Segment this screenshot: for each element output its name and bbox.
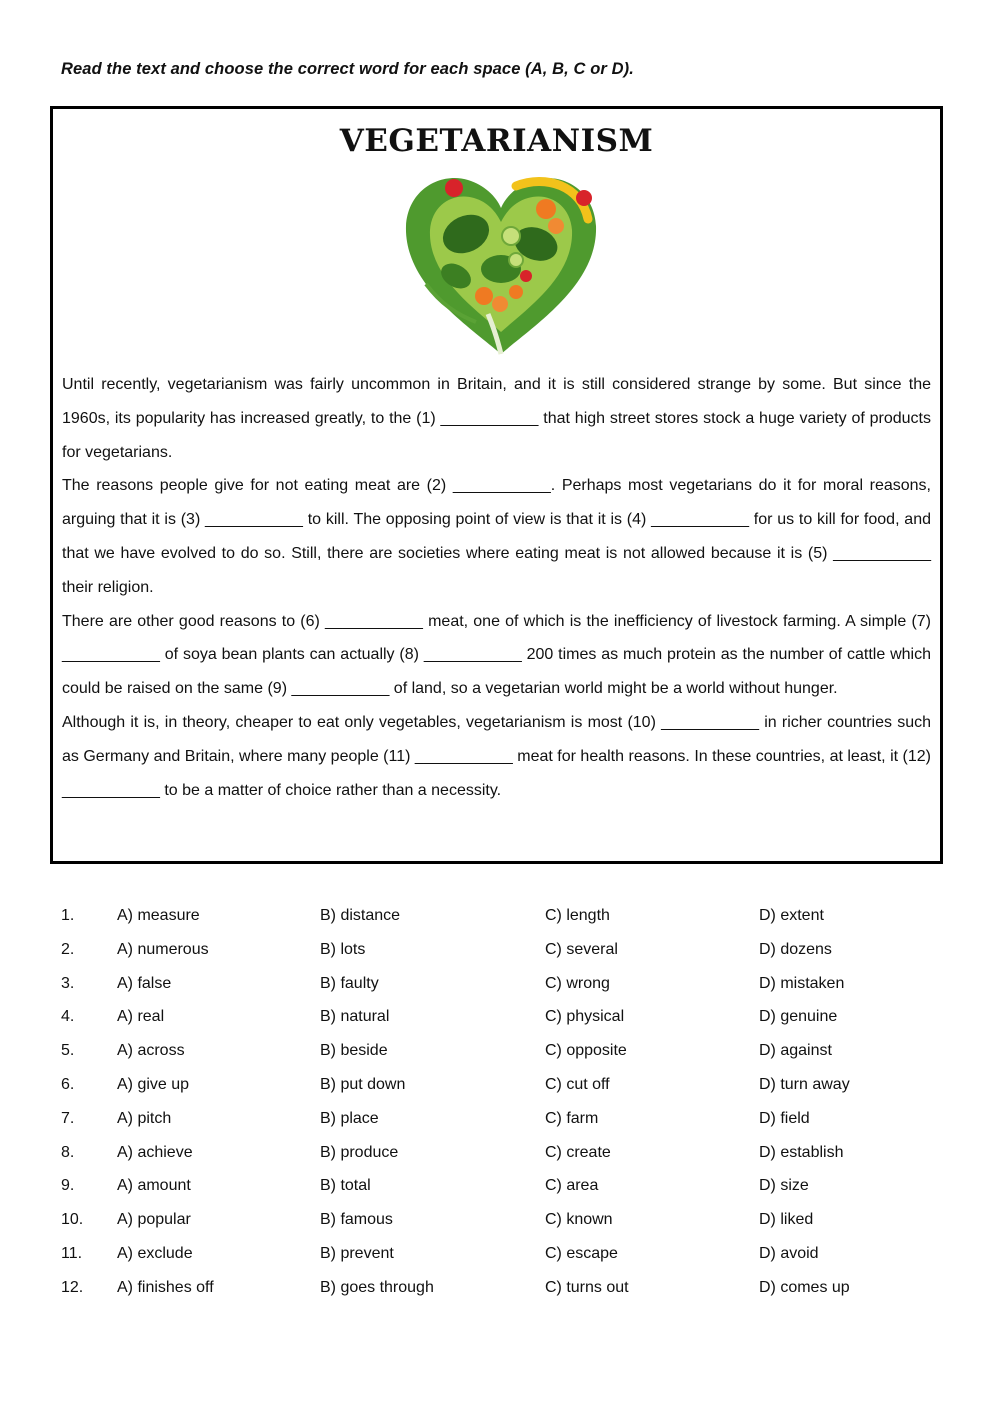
paragraph-1: Until recently, vegetarianism was fairly uncommon in Britain, and it is still considered strange by some. But since the 1960s, its popularity has increased greatly, to the (1) ___________ that high street stores stock a huge variety of products for vegetarians.: [62, 376, 931, 461]
vegetable-heart-image: [396, 164, 606, 364]
question-number: 10.: [61, 1211, 84, 1229]
option-a[interactable]: A) measure: [117, 907, 200, 924]
question-number: 1.: [61, 907, 75, 924]
option-c[interactable]: C) physical: [545, 1008, 625, 1026]
instruction: Read the text and choose the correct word for each space (A, B, C or D).: [61, 60, 634, 78]
option-b[interactable]: B) distance: [320, 907, 401, 924]
option-row-9: [61, 1171, 961, 1205]
option-b[interactable]: B) famous: [320, 1211, 393, 1229]
option-row-4: [61, 1002, 961, 1036]
option-a[interactable]: A) pitch: [117, 1109, 172, 1127]
option-c[interactable]: C) cut off: [545, 1075, 610, 1093]
option-b[interactable]: B) goes through: [320, 1278, 434, 1296]
option-a[interactable]: A) give up: [117, 1075, 190, 1093]
answer-options: [61, 901, 961, 1307]
option-row-6: [61, 1070, 961, 1104]
question-number: 11.: [61, 1244, 83, 1262]
question-number: 12.: [61, 1278, 84, 1296]
option-a[interactable]: A) exclude: [117, 1244, 193, 1262]
option-c[interactable]: C) wrong: [545, 974, 610, 992]
option-d[interactable]: D) comes up: [759, 1278, 850, 1296]
option-c[interactable]: C) farm: [545, 1109, 599, 1127]
option-c[interactable]: C) length: [545, 907, 610, 924]
question-number: 7.: [61, 1109, 75, 1127]
question-number: 6.: [61, 1075, 75, 1093]
option-b[interactable]: B) faulty: [320, 974, 379, 992]
question-number: 8.: [61, 1143, 75, 1161]
option-b[interactable]: B) natural: [320, 1008, 390, 1026]
option-d[interactable]: D) avoid: [759, 1244, 819, 1262]
option-row-2: [61, 935, 961, 969]
reading-passage: [62, 368, 931, 807]
question-number: 3.: [61, 974, 75, 992]
option-row-3: [61, 969, 961, 1003]
option-d[interactable]: D) establish: [759, 1143, 844, 1161]
option-b[interactable]: B) prevent: [320, 1244, 394, 1262]
option-a[interactable]: A) across: [117, 1042, 185, 1060]
option-c[interactable]: C) opposite: [545, 1042, 627, 1060]
option-b[interactable]: B) place: [320, 1109, 379, 1127]
option-a[interactable]: A) amount: [117, 1177, 191, 1195]
option-d[interactable]: D) field: [759, 1109, 810, 1127]
option-b[interactable]: B) beside: [320, 1042, 388, 1060]
option-b[interactable]: B) put down: [320, 1075, 406, 1093]
option-row-7: [61, 1104, 961, 1138]
option-c[interactable]: C) known: [545, 1211, 613, 1229]
option-b[interactable]: B) produce: [320, 1143, 399, 1161]
option-d[interactable]: D) against: [759, 1042, 832, 1060]
option-d[interactable]: D) size: [759, 1177, 809, 1195]
paragraph-2: The reasons people give for not eating meat are (2) ___________. Perhaps most vegetarians do it for moral reasons, arguing that it is (3) ___________ to kill. The opposing point of view is that it is (4) ___________ for us to kill for food, and that we have evolved to do so. Still, there are societies where eating meat is not allowed because it is (5) ___________ their religion.: [62, 477, 931, 596]
option-c[interactable]: C) escape: [545, 1244, 618, 1262]
option-d[interactable]: D) mistaken: [759, 974, 845, 992]
option-a[interactable]: A) popular: [117, 1211, 191, 1229]
option-row-11: [61, 1239, 961, 1273]
option-c[interactable]: C) create: [545, 1143, 611, 1161]
option-a[interactable]: A) real: [117, 1008, 165, 1026]
option-b[interactable]: B) lots: [320, 940, 366, 958]
option-a[interactable]: A) finishes off: [117, 1278, 214, 1296]
option-row-10: [61, 1205, 961, 1239]
option-d[interactable]: D) extent: [759, 907, 824, 924]
option-a[interactable]: A) false: [117, 974, 172, 992]
option-d[interactable]: D) dozens: [759, 940, 832, 958]
option-row-8: [61, 1138, 961, 1172]
option-d[interactable]: D) liked: [759, 1211, 814, 1229]
option-c[interactable]: C) turns out: [545, 1278, 629, 1296]
page-title: VEGETARIANISM: [339, 123, 654, 159]
question-number: 2.: [61, 940, 75, 958]
option-a[interactable]: A) numerous: [117, 940, 209, 958]
question-number: 4.: [61, 1008, 75, 1026]
option-row-1: [61, 901, 961, 935]
question-number: 9.: [61, 1177, 75, 1195]
paragraph-3: There are other good reasons to (6) ___________ meat, one of which is the inefficiency of livestock farming. A simple (7) ___________ of soya bean plants can actually (8) ___________ 200 times as much protein as the number of cattle which could be raised on the same (9) ___________ of land, so a vegetarian world might be a world without hunger.: [62, 612, 931, 698]
option-b[interactable]: B) total: [320, 1177, 371, 1195]
option-d[interactable]: D) turn away: [759, 1075, 850, 1093]
option-d[interactable]: D) genuine: [759, 1008, 838, 1026]
question-number: 5.: [61, 1042, 75, 1060]
option-row-12: [61, 1273, 961, 1307]
option-c[interactable]: C) several: [545, 940, 618, 958]
option-a[interactable]: A) achieve: [117, 1143, 193, 1161]
reading-text-box: [50, 106, 943, 864]
option-c[interactable]: C) area: [545, 1177, 599, 1195]
paragraph-4: Although it is, in theory, cheaper to eat only vegetables, vegetarianism is most (10) ___________ in richer countries such as Germany and Britain, where many people (11) ___________ meat for health reasons. In these countries, at least, it (12) ___________ to be a matter of choice rather than a necessity.: [62, 713, 931, 799]
option-row-5: [61, 1036, 961, 1070]
